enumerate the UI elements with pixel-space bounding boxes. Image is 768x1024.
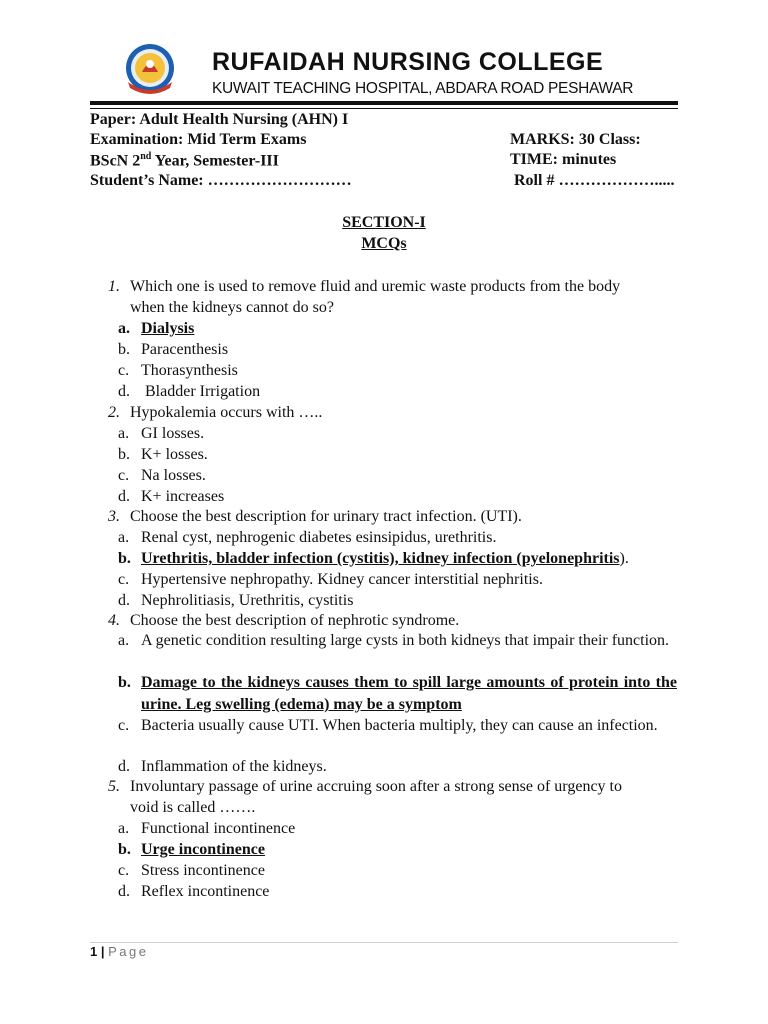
time-label: TIME: minutes xyxy=(510,151,617,168)
paper-title: Paper: Adult Health Nursing (AHN) I xyxy=(90,111,349,128)
footer-divider xyxy=(90,942,678,943)
question-text: Involuntary passage of urine accruing soon after a strong sense of urgency to xyxy=(130,778,622,795)
question-number: 5. xyxy=(108,778,120,795)
question-text: Choose the best description for urinary tract infection. (UTI). xyxy=(130,508,522,525)
question-number: 2. xyxy=(108,404,120,421)
question-text-cont: void is called ……. xyxy=(130,799,256,816)
examination-label: Examination: Mid Term Exams xyxy=(90,131,307,148)
header-divider-thin xyxy=(90,108,678,109)
section-subheading: MCQs xyxy=(361,235,407,252)
college-address: KUWAIT TEACHING HOSPITAL, ABDARA ROAD PESHAWAR xyxy=(212,80,634,97)
roll-number-field: Roll # ………………..... xyxy=(514,172,675,189)
section-heading: SECTION-I xyxy=(342,214,426,231)
question-number: 3. xyxy=(108,508,120,525)
question-number: 4. xyxy=(108,612,120,629)
college-name: RUFAIDAH NURSING COLLEGE xyxy=(212,48,604,76)
class-label: BScN 2nd Year, Semester-III xyxy=(90,151,279,170)
page-label: Page xyxy=(108,944,149,959)
question-text: Which one is used to remove fluid and uremic waste products from the body xyxy=(130,278,621,295)
correct-answer: Urethritis, bladder infection (cystitis), kidney infection (pyelonephritis xyxy=(141,550,620,567)
correct-answer: Dialysis xyxy=(141,320,195,337)
correct-answer: Urge incontinence xyxy=(141,841,265,858)
question-text-cont: when the kidneys cannot do so? xyxy=(130,299,334,316)
student-name-field: Student’s Name: ……………………… xyxy=(90,172,352,189)
college-emblem-icon xyxy=(122,42,178,98)
correct-answer: Damage to the kidneys causes them to spill large amounts of protein into the urine. Leg swelling (edema) may be a symptom xyxy=(141,674,677,713)
question-number: 1. xyxy=(108,278,120,295)
marks-label: MARKS: 30 Class: xyxy=(510,131,641,148)
header-divider-thick xyxy=(90,101,678,105)
question-text: Choose the best description of nephrotic syndrome. xyxy=(130,612,460,629)
page-number: 1 xyxy=(90,944,98,959)
page-footer: 1 | Page xyxy=(90,944,149,959)
question-text: Hypokalemia occurs with ….. xyxy=(130,404,323,421)
